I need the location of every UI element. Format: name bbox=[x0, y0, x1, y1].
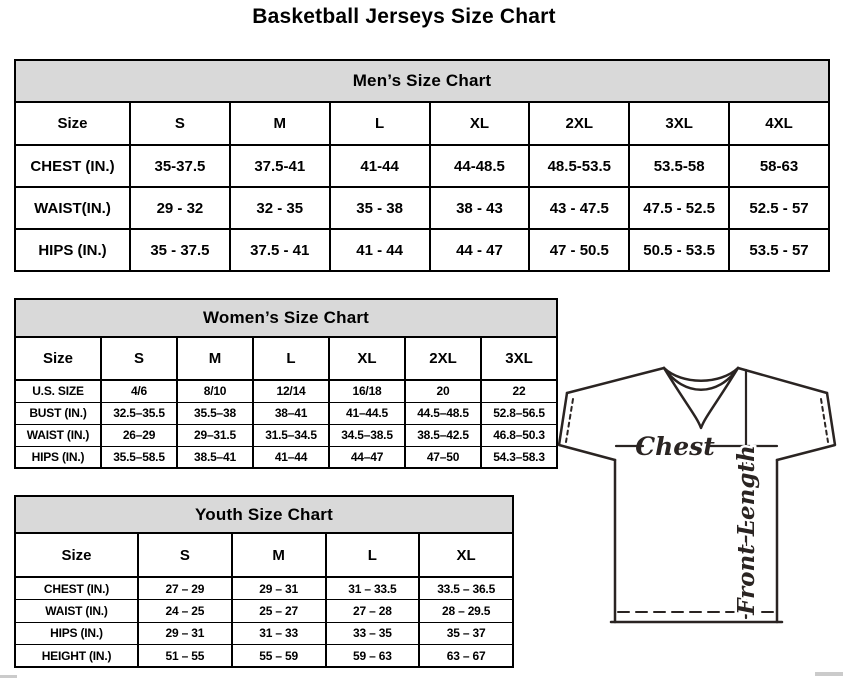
table-cell: 47 - 50.5 bbox=[529, 229, 629, 271]
table-row bbox=[15, 380, 557, 402]
table-row bbox=[15, 402, 557, 424]
column-header: 3XL bbox=[629, 102, 729, 145]
table-row bbox=[15, 577, 513, 600]
table-cell: 27 – 29 bbox=[138, 577, 232, 600]
table-cell: 29 – 31 bbox=[232, 577, 326, 600]
table-cell: 33.5 – 36.5 bbox=[419, 577, 513, 600]
column-header: XL bbox=[329, 337, 405, 380]
row-label: CHEST (IN.) bbox=[15, 145, 130, 187]
table-cell: 31 – 33 bbox=[232, 622, 326, 645]
table-cell: 33 – 35 bbox=[326, 622, 420, 645]
table-cell: 8/10 bbox=[177, 380, 253, 402]
table-cell: 29–31.5 bbox=[177, 424, 253, 446]
table-cell: 20 bbox=[405, 380, 481, 402]
table-row bbox=[15, 229, 829, 271]
row-label: WAIST(IN.) bbox=[15, 187, 130, 229]
column-header: XL bbox=[419, 533, 513, 577]
table-row bbox=[15, 145, 829, 187]
table-cell: 41–44 bbox=[253, 446, 329, 468]
table-cell: 38.5–42.5 bbox=[405, 424, 481, 446]
table-row bbox=[15, 187, 829, 229]
table-cell: 47.5 - 52.5 bbox=[629, 187, 729, 229]
table-cell: 22 bbox=[481, 380, 557, 402]
table-cell: 16/18 bbox=[329, 380, 405, 402]
table-cell: 52.8–56.5 bbox=[481, 402, 557, 424]
womens-size-table bbox=[14, 298, 558, 469]
table-cell: 29 – 31 bbox=[138, 622, 232, 645]
left-cuff-stitch-dashes bbox=[566, 399, 573, 442]
table-cell: 27 – 28 bbox=[326, 600, 420, 623]
table-cell: 31 – 33.5 bbox=[326, 577, 420, 600]
table-cell: 53.5-58 bbox=[629, 145, 729, 187]
table-cell: 38.5–41 bbox=[177, 446, 253, 468]
row-label: HIPS (IN.) bbox=[15, 229, 130, 271]
table-cell: 35 - 37.5 bbox=[130, 229, 230, 271]
column-header: L bbox=[253, 337, 329, 380]
jersey-outline-drawing bbox=[556, 362, 840, 667]
column-header: 2XL bbox=[405, 337, 481, 380]
table-cell: 52.5 - 57 bbox=[729, 187, 829, 229]
row-label: HIPS (IN.) bbox=[15, 622, 138, 645]
table-cell: 4/6 bbox=[101, 380, 177, 402]
front-length-label: Front Length bbox=[733, 445, 760, 615]
table-cell: 59 – 63 bbox=[326, 645, 420, 668]
table-title: Women’s Size Chart bbox=[15, 299, 557, 337]
table-cell: 35 - 38 bbox=[330, 187, 430, 229]
table-cell: 32 - 35 bbox=[230, 187, 330, 229]
left-shoulder-seam bbox=[567, 368, 664, 393]
table-title: Men’s Size Chart bbox=[15, 60, 829, 102]
table-row bbox=[15, 622, 513, 645]
table-cell: 38–41 bbox=[253, 402, 329, 424]
table-cell: 35-37.5 bbox=[130, 145, 230, 187]
table-cell: 26–29 bbox=[101, 424, 177, 446]
table-cell: 41–44.5 bbox=[329, 402, 405, 424]
table-cell: 44 - 47 bbox=[430, 229, 530, 271]
row-label: CHEST (IN.) bbox=[15, 577, 138, 600]
table-row bbox=[15, 424, 557, 446]
column-header: S bbox=[130, 102, 230, 145]
left-sleeve-edge bbox=[559, 393, 615, 460]
table-cell: 41-44 bbox=[330, 145, 430, 187]
column-header: M bbox=[230, 102, 330, 145]
jersey-measurement-diagram bbox=[556, 362, 840, 667]
chest-label: Chest bbox=[635, 432, 715, 461]
table-cell: 43 - 47.5 bbox=[529, 187, 629, 229]
table-cell: 31.5–34.5 bbox=[253, 424, 329, 446]
row-label: WAIST (IN.) bbox=[15, 600, 138, 623]
table-cell: 44.5–48.5 bbox=[405, 402, 481, 424]
column-header: S bbox=[138, 533, 232, 577]
table-cell: 46.8–50.3 bbox=[481, 424, 557, 446]
table-cell: 48.5-53.5 bbox=[529, 145, 629, 187]
column-header: S bbox=[101, 337, 177, 380]
page-title: Basketball Jerseys Size Chart bbox=[252, 5, 556, 28]
row-label: HIPS (IN.) bbox=[15, 446, 101, 468]
table-cell: 63 – 67 bbox=[419, 645, 513, 668]
table-cell: 51 – 55 bbox=[138, 645, 232, 668]
youth-size-table bbox=[14, 495, 514, 668]
table-cell: 54.3–58.3 bbox=[481, 446, 557, 468]
right-shoulder-seam bbox=[738, 368, 827, 393]
right-cuff-stitch-dashes bbox=[821, 399, 828, 442]
table-cell: 25 – 27 bbox=[232, 600, 326, 623]
table-cell: 37.5-41 bbox=[230, 145, 330, 187]
row-label: HEIGHT (IN.) bbox=[15, 645, 138, 668]
table-cell: 55 – 59 bbox=[232, 645, 326, 668]
table-cell: 38 - 43 bbox=[430, 187, 530, 229]
table-cell: 44–47 bbox=[329, 446, 405, 468]
table-cell: 44-48.5 bbox=[430, 145, 530, 187]
table-cell: 47–50 bbox=[405, 446, 481, 468]
column-header: XL bbox=[430, 102, 530, 145]
column-header: 3XL bbox=[481, 337, 557, 380]
column-header: Size bbox=[15, 533, 138, 577]
column-header: 2XL bbox=[529, 102, 629, 145]
column-header: L bbox=[330, 102, 430, 145]
table-cell: 41 - 44 bbox=[330, 229, 430, 271]
table-cell: 32.5–35.5 bbox=[101, 402, 177, 424]
table-title: Youth Size Chart bbox=[15, 496, 513, 533]
table-cell: 53.5 - 57 bbox=[729, 229, 829, 271]
scrollbar-fragment-right bbox=[815, 672, 843, 676]
table-cell: 12/14 bbox=[253, 380, 329, 402]
table-cell: 35.5–58.5 bbox=[101, 446, 177, 468]
table-cell: 37.5 - 41 bbox=[230, 229, 330, 271]
table-row bbox=[15, 600, 513, 623]
column-header: L bbox=[326, 533, 420, 577]
column-header: M bbox=[177, 337, 253, 380]
column-header: M bbox=[232, 533, 326, 577]
table-cell: 35.5–38 bbox=[177, 402, 253, 424]
column-header: Size bbox=[15, 102, 130, 145]
collar-v-point bbox=[664, 368, 738, 428]
column-header: Size bbox=[15, 337, 101, 380]
table-row bbox=[15, 645, 513, 668]
table-cell: 29 - 32 bbox=[130, 187, 230, 229]
table-cell: 34.5–38.5 bbox=[329, 424, 405, 446]
table-cell: 28 – 29.5 bbox=[419, 600, 513, 623]
table-cell: 50.5 - 53.5 bbox=[629, 229, 729, 271]
row-label: U.S. SIZE bbox=[15, 380, 101, 402]
table-row bbox=[15, 446, 557, 468]
row-label: BUST (IN.) bbox=[15, 402, 101, 424]
mens-size-table bbox=[14, 59, 830, 272]
table-cell: 24 – 25 bbox=[138, 600, 232, 623]
table-cell: 35 – 37 bbox=[419, 622, 513, 645]
scrollbar-fragment-left bbox=[0, 675, 17, 678]
row-label: WAIST (IN.) bbox=[15, 424, 101, 446]
table-cell: 58-63 bbox=[729, 145, 829, 187]
column-header: 4XL bbox=[729, 102, 829, 145]
